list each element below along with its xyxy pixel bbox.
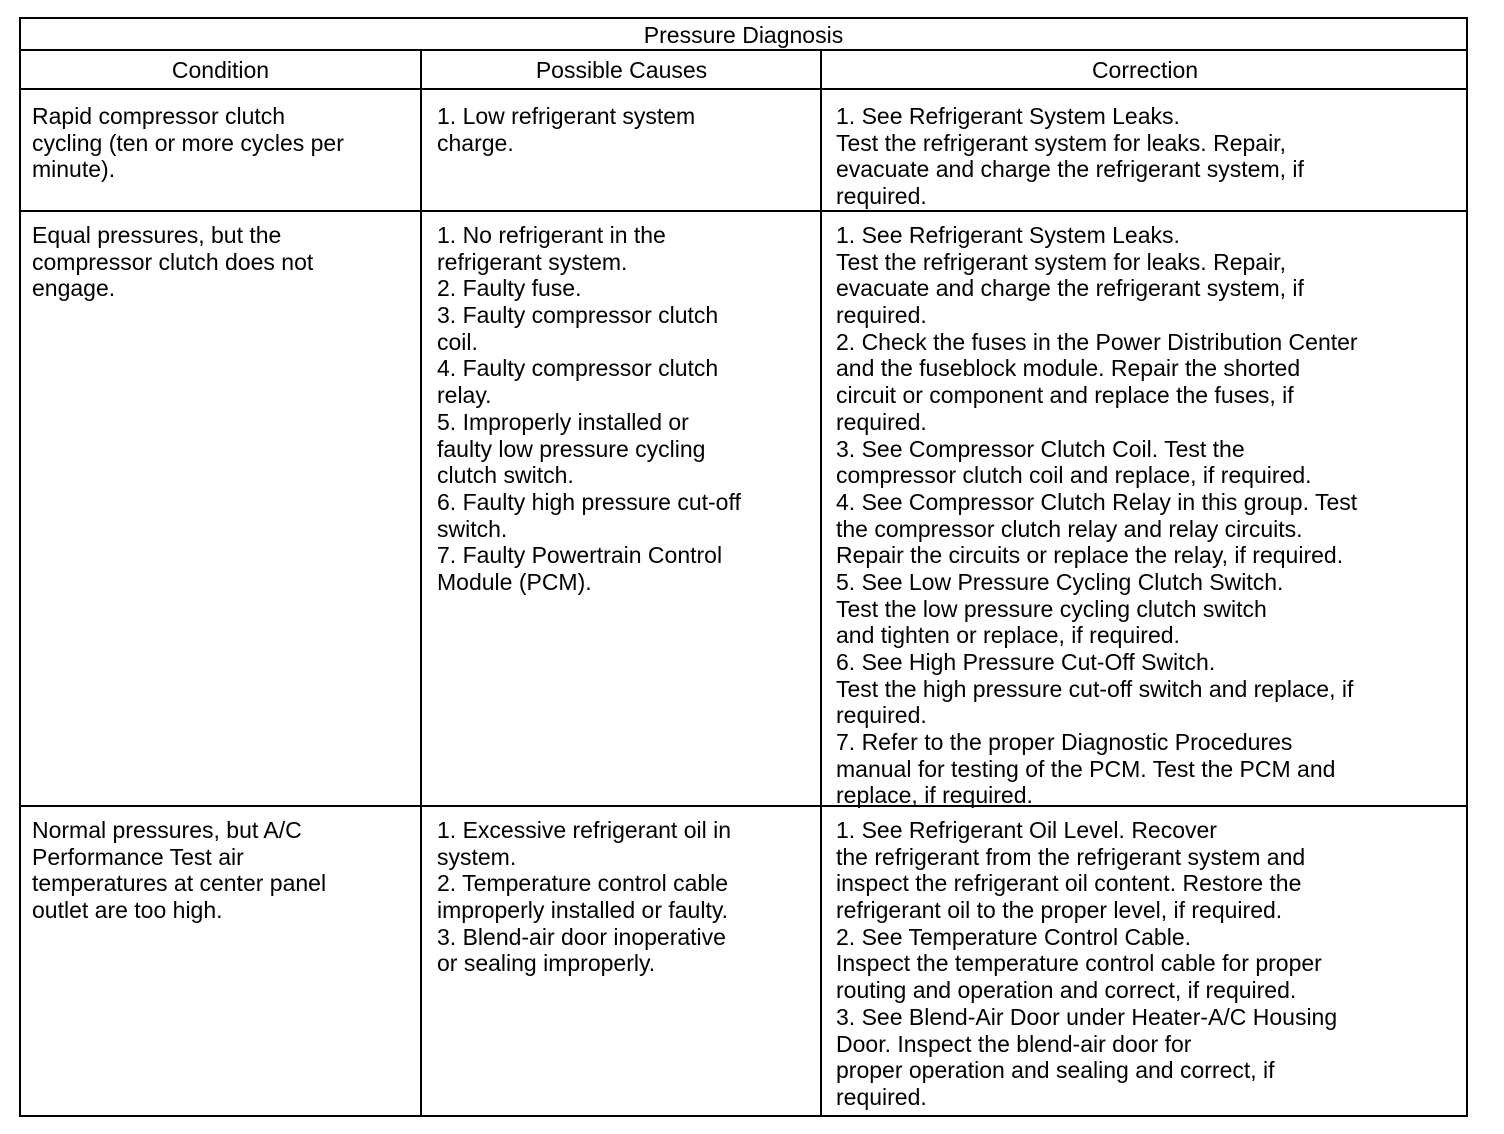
cell-line: Inspect the temperature control cable for proper bbox=[836, 950, 1322, 977]
cell-line: required. bbox=[836, 183, 927, 210]
cell-line: routing and operation and correct, if required. bbox=[836, 977, 1297, 1004]
cell-line: coil. bbox=[437, 328, 478, 355]
cell-line: refrigerant oil to the proper level, if required. bbox=[836, 897, 1283, 924]
cell-line: 4. See Compressor Clutch Relay in this group. Test bbox=[836, 488, 1358, 515]
cell-condition bbox=[32, 103, 344, 183]
divider bbox=[21, 88, 1466, 90]
header-possible-causes: Possible Causes bbox=[535, 57, 708, 83]
cell-line: minute). bbox=[32, 156, 116, 183]
cell-line: 1. See Refrigerant System Leaks. bbox=[836, 103, 1180, 129]
pressure-diagnosis-table bbox=[19, 17, 1468, 1117]
cell-line: 5. See Low Pressure Cycling Clutch Switch. bbox=[836, 568, 1284, 595]
cell-line: and tighten or replace, if required. bbox=[836, 622, 1180, 649]
header-condition: Condition bbox=[171, 57, 270, 83]
cell-causes bbox=[437, 103, 695, 156]
cell-line: 1. See Refrigerant Oil Level. Recover bbox=[836, 817, 1217, 843]
cell-causes bbox=[437, 222, 741, 596]
divider bbox=[420, 50, 422, 1115]
divider bbox=[21, 49, 1466, 51]
cell-line: Test the high pressure cut-off switch and replace, if bbox=[836, 675, 1354, 702]
header-correction: Correction bbox=[1091, 57, 1199, 83]
cell-line: compressor clutch coil and replace, if required. bbox=[836, 462, 1312, 489]
cell-line: the refrigerant from the refrigerant system and bbox=[836, 843, 1306, 870]
cell-line: circuit or component and replace the fuses, if bbox=[836, 382, 1294, 409]
cell-line: 3. Faulty compressor clutch bbox=[437, 302, 719, 329]
cell-line: required. bbox=[836, 1083, 927, 1110]
cell-line: 3. See Compressor Clutch Coil. Test the bbox=[836, 435, 1245, 462]
cell-line: the compressor clutch relay and relay circuits. bbox=[836, 515, 1303, 542]
cell-line: 1. Low refrigerant system bbox=[437, 103, 696, 129]
cell-line: 2. Check the fuses in the Power Distribution Center bbox=[836, 328, 1358, 355]
cell-line: 1. No refrigerant in the bbox=[437, 222, 666, 248]
cell-line: cycling (ten or more cycles per bbox=[32, 129, 344, 156]
cell-line: 3. See Blend-Air Door under Heater-A/C Housing bbox=[836, 1003, 1338, 1030]
cell-line: faulty low pressure cycling bbox=[437, 435, 706, 462]
cell-line: temperatures at center panel bbox=[32, 870, 327, 897]
cell-line: required. bbox=[836, 408, 927, 435]
cell-condition bbox=[32, 817, 326, 924]
cell-line: required. bbox=[836, 302, 927, 329]
cell-line: or sealing improperly. bbox=[437, 950, 656, 977]
cell-line: Normal pressures, but A/C bbox=[32, 817, 302, 843]
cell-line: Test the low pressure cycling clutch switch bbox=[836, 595, 1267, 622]
cell-line: engage. bbox=[32, 275, 116, 302]
cell-line: evacuate and charge the refrigerant system, if bbox=[836, 275, 1304, 302]
cell-line: 2. Temperature control cable bbox=[437, 870, 729, 897]
cell-condition bbox=[32, 222, 313, 302]
cell-line: Test the refrigerant system for leaks. Repair, bbox=[836, 248, 1286, 275]
cell-line: 2. Faulty fuse. bbox=[437, 275, 582, 302]
cell-correction bbox=[836, 103, 1304, 210]
cell-line: 2. See Temperature Control Cable. bbox=[836, 923, 1191, 950]
divider bbox=[21, 210, 1466, 212]
cell-line: 1. See Refrigerant System Leaks. bbox=[836, 222, 1180, 248]
cell-line: 1. Excessive refrigerant oil in bbox=[437, 817, 732, 843]
divider bbox=[820, 50, 822, 1115]
cell-line: proper operation and sealing and correct, if bbox=[836, 1057, 1275, 1084]
cell-line: Module (PCM). bbox=[437, 568, 592, 595]
cell-line: 5. Improperly installed or bbox=[437, 408, 689, 435]
cell-line: inspect the refrigerant oil content. Restore the bbox=[836, 870, 1302, 897]
cell-line: Equal pressures, but the bbox=[32, 222, 282, 248]
cell-line: Door. Inspect the blend-air door for bbox=[836, 1030, 1192, 1057]
cell-line: Performance Test air bbox=[32, 843, 244, 870]
cell-line: switch. bbox=[437, 515, 508, 542]
cell-line: compressor clutch does not bbox=[32, 248, 314, 275]
cell-line: refrigerant system. bbox=[437, 248, 628, 275]
cell-line: 6. Faulty high pressure cut-off bbox=[437, 488, 741, 515]
cell-correction bbox=[836, 817, 1337, 1111]
cell-line: and the fuseblock module. Repair the shorted bbox=[836, 355, 1301, 382]
cell-line: 6. See High Pressure Cut-Off Switch. bbox=[836, 649, 1216, 675]
cell-line: charge. bbox=[437, 129, 514, 156]
cell-line: 7. Faulty Powertrain Control bbox=[437, 542, 723, 569]
cell-correction bbox=[836, 222, 1358, 809]
cell-line: Repair the circuits or replace the relay, if required. bbox=[836, 542, 1344, 569]
cell-line: improperly installed or faulty. bbox=[437, 897, 729, 924]
cell-line: 3. Blend-air door inoperative bbox=[437, 923, 726, 950]
cell-line: evacuate and charge the refrigerant system, if bbox=[836, 156, 1304, 183]
cell-line: system. bbox=[437, 843, 517, 870]
cell-line: relay. bbox=[437, 382, 492, 409]
cell-line: clutch switch. bbox=[437, 462, 574, 489]
cell-line: Test the refrigerant system for leaks. Repair, bbox=[836, 129, 1286, 156]
cell-line: manual for testing of the PCM. Test the PCM and bbox=[836, 755, 1336, 782]
cell-line: required. bbox=[836, 702, 927, 729]
cell-causes bbox=[437, 817, 731, 977]
cell-line: outlet are too high. bbox=[32, 897, 223, 924]
cell-line: replace, if required. bbox=[836, 782, 1033, 809]
cell-line: 7. Refer to the proper Diagnostic Procedures bbox=[836, 729, 1293, 756]
cell-line: Rapid compressor clutch bbox=[32, 103, 286, 129]
table-title: Pressure Diagnosis bbox=[643, 22, 844, 48]
cell-line: 4. Faulty compressor clutch bbox=[437, 355, 719, 382]
